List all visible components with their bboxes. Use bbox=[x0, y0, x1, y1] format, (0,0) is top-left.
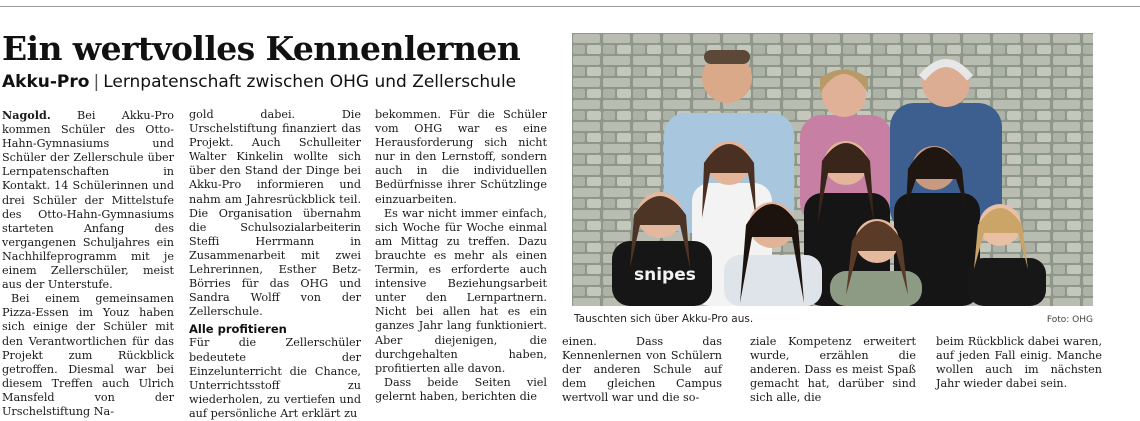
headline: Ein wertvolles Kennenlernen bbox=[2, 29, 521, 68]
paragraph: Für die Zellerschüler bedeutete der Einzelunterricht die Chance, Unterrichtsstoff zu wiederholen, zu vertiefen und auf persönliche Art erklärt zu bbox=[189, 336, 361, 420]
paragraph: einen. Dass das Kennenlernen von Schülern der anderen Schule auf dem gleichen Campus wertvoll war und die so- bbox=[562, 335, 722, 405]
article-column-2 bbox=[189, 108, 361, 420]
kicker-separator: | bbox=[93, 72, 100, 92]
article-column-4 bbox=[562, 335, 722, 405]
photo-credit: Foto: OHG bbox=[1046, 315, 1093, 325]
paragraph: gold dabei. Die Urschelstiftung finanziert das Projekt. Auch Schulleiter Walter Kinkelin wollte sich über den Stand der Dinge bei Akku-Pro informieren und nahm am Jahresrückblick teil. Die Organisation übernahm die Schulsozialarbeiterin Steffi Herrmann in Zusammenarbeit mit zwei Lehrerinnen, Esther Betz-Börries für das OHG und Sandra Wolff von der Zellerschule. bbox=[189, 108, 361, 319]
paragraph: beim Rückblick dabei waren, auf jeden Fall einig. Manche wollen auch im nächsten Jahr wieder dabei sein. bbox=[936, 335, 1102, 391]
shirt-print: snipes bbox=[634, 265, 696, 285]
article-column-1 bbox=[2, 108, 174, 418]
dateline: Nagold. bbox=[2, 108, 51, 122]
article-column-5 bbox=[750, 335, 916, 405]
paragraph: Es war nicht immer einfach, sich Woche für Woche einmal am Mittag zu treffen. Dazu brauchte es mehr als einen Termin, es erforderte auch intensive Beziehungsarbeit unter den Lernpartnern. Nicht bei allen hat es ein ganzes Jahr lang funktioniert. Aber diejenigen, die durchgehalten haben, profitierten alle davon. bbox=[375, 206, 547, 375]
top-rule bbox=[0, 6, 1140, 7]
subheadline bbox=[2, 71, 516, 93]
kicker: Akku-Pro bbox=[2, 72, 90, 92]
paragraph: bekommen. Für die Schüler vom OHG war es eine Herausforderung sich nicht nur in den Lernstoff, sondern auch in die individuellen Bedürfnisse ihrer Schützlinge einzuarbeiten. bbox=[375, 108, 547, 206]
paragraph: ziale Kompetenz erweitert wurde, erzählen die anderen. Dass es meist Spaß gemacht hat, darüber sind sich alle, die bbox=[750, 335, 916, 405]
article-column-3 bbox=[375, 108, 547, 404]
subheadline-text: Lernpatenschaft zwischen OHG und Zellerschule bbox=[103, 72, 517, 92]
paragraph: Dass beide Seiten viel gelernt haben, berichten die bbox=[375, 375, 547, 403]
subheading: Alle profitieren bbox=[189, 322, 287, 337]
group-photo bbox=[572, 33, 1093, 306]
article-column-6 bbox=[936, 335, 1102, 405]
group-photo-image bbox=[572, 33, 1093, 306]
paragraph: Bei einem gemeinsamen Pizza-Essen im Youz haben sich einige der Schüler mit den Verantwortlichen für das Projekt zum Rückblick getroffen. Diesmal war bei diesem Treffen auch Ulrich Mansfeld von der Urschelstiftung Na- bbox=[2, 292, 174, 418]
photo-caption: Tauschten sich über Akku-Pro aus. bbox=[574, 313, 754, 325]
paragraph: Nagold. Bei Akku-Pro kommen Schüler des Otto-Hahn-Gymnasiums und Schüler der Zellerschule über Lernpatenschaften in Kontakt. 14 Schülerinnen und drei Schüler der Mittelstufe des Otto-Hahn-Gymnasiums starteten Anfang des vergangenen Schuljahres ein Nachhilfeprogramm mit je einem Zellerschüler, meist aus der Unterstufe. bbox=[2, 108, 174, 292]
